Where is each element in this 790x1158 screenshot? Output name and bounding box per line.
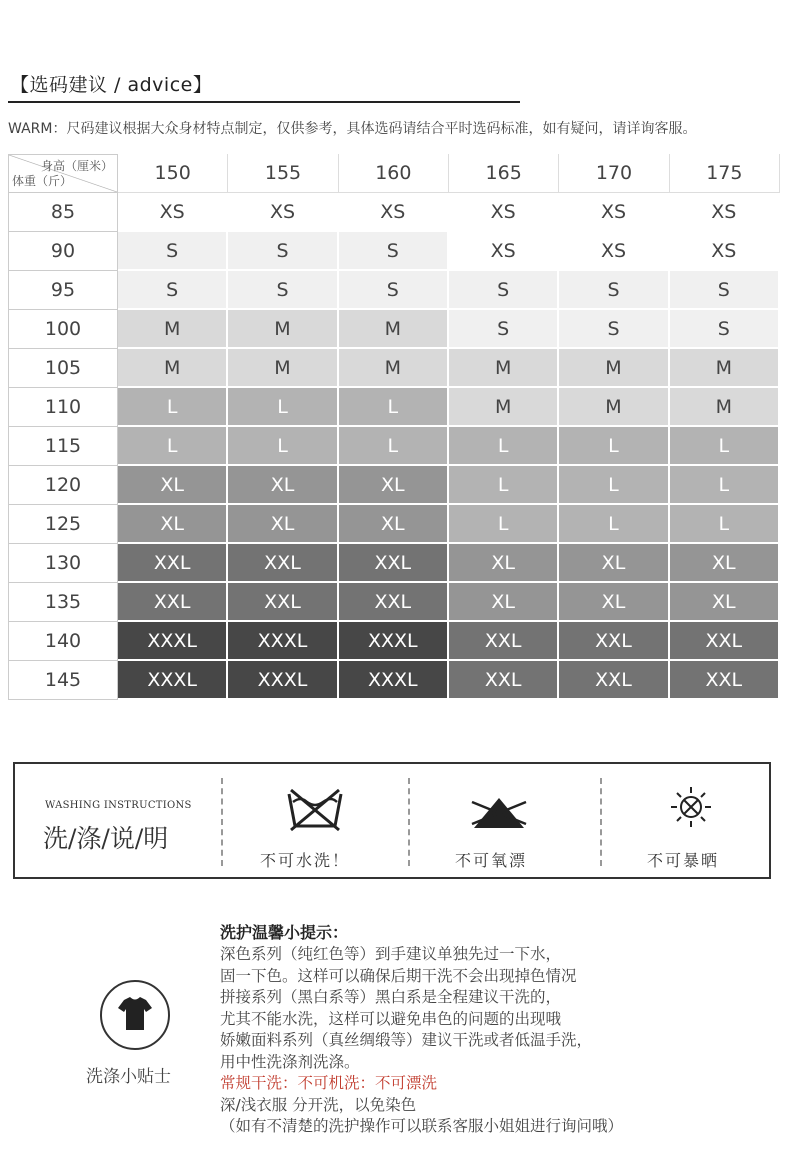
size-cell: XS [339, 193, 449, 232]
size-cell: XXL [559, 622, 669, 661]
size-cell: XL [228, 505, 338, 544]
care-tip-line: 娇嫩面料系列（真丝绸缎等）建议干洗或者低温手洗， [220, 1031, 593, 1049]
size-cell: M [449, 388, 559, 427]
weight-cell: 145 [8, 661, 118, 700]
size-table-row [8, 310, 780, 349]
size-cell: XL [339, 505, 449, 544]
size-table-row [8, 583, 780, 622]
size-chart-table [8, 154, 780, 700]
care-tips [220, 922, 780, 1138]
size-cell: M [118, 310, 228, 349]
no-water-wash-label: 不可水洗！ [260, 851, 351, 870]
size-cell: XXXL [118, 622, 228, 661]
size-cell: M [118, 349, 228, 388]
tips-label: 洗涤小贴士 [86, 1067, 171, 1087]
size-table-header-row [8, 154, 780, 193]
dashed-divider [221, 778, 223, 866]
size-cell: S [670, 310, 780, 349]
size-cell: M [670, 388, 780, 427]
size-cell: L [670, 505, 780, 544]
size-table-row [8, 271, 780, 310]
height-header: 165 [449, 154, 559, 193]
size-cell: L [339, 388, 449, 427]
size-cell: L [559, 505, 669, 544]
care-tips-title: 洗护温馨小提示： [220, 923, 349, 942]
size-table-row [8, 232, 780, 271]
size-cell: XXL [228, 544, 338, 583]
size-cell: XL [339, 466, 449, 505]
weight-cell: 100 [8, 310, 118, 349]
no-bleach-label: 不可氧漂 [455, 851, 528, 870]
care-tip-line: 用中性洗涤剂洗涤。 [220, 1052, 360, 1071]
size-cell: XS [670, 193, 780, 232]
size-cell: L [339, 427, 449, 466]
size-table-row [8, 193, 780, 232]
no-sun-drying-icon [668, 784, 714, 830]
size-cell: S [339, 271, 449, 310]
size-table-row [8, 622, 780, 661]
size-cell: S [339, 232, 449, 271]
size-cell: XXL [118, 544, 228, 583]
size-cell: M [339, 349, 449, 388]
size-table-row [8, 388, 780, 427]
size-cell: XXXL [228, 661, 338, 700]
title-divider [8, 101, 520, 103]
corner-cell [8, 154, 118, 193]
size-cell: M [228, 349, 338, 388]
size-cell: S [670, 271, 780, 310]
weight-cell: 95 [8, 271, 118, 310]
warm-note: WARM：尺码建议根据大众身材特点制定，仅供参考，具体选码请结合平时选码标准，如有疑问，请详询客服。 [8, 121, 697, 137]
size-cell: XL [228, 466, 338, 505]
size-cell: L [449, 505, 559, 544]
washing-instructions-panel [13, 762, 771, 879]
tshirt-icon [102, 982, 168, 1048]
page-title: 【选码建议 / advice】 [10, 74, 213, 96]
size-table-row [8, 544, 780, 583]
size-cell: XL [559, 583, 669, 622]
size-cell: S [449, 271, 559, 310]
size-cell: L [449, 466, 559, 505]
weight-axis-label: 体重（斤） [12, 174, 73, 188]
height-header: 150 [118, 154, 228, 193]
size-cell: S [228, 232, 338, 271]
size-table-row [8, 349, 780, 388]
dashed-divider [408, 778, 410, 866]
size-cell: XXL [449, 622, 559, 661]
no-water-wash-icon [285, 786, 345, 834]
size-cell: L [118, 427, 228, 466]
size-cell: XXL [449, 661, 559, 700]
size-cell: S [559, 271, 669, 310]
care-tip-line: （如有不清楚的洗护操作可以联系客服小姐姐进行询问哦） [220, 1117, 624, 1135]
size-table-row [8, 466, 780, 505]
weight-cell: 130 [8, 544, 118, 583]
tips-icon-circle [100, 980, 170, 1050]
size-cell: S [559, 310, 669, 349]
no-bleach-icon [470, 794, 528, 832]
weight-cell: 140 [8, 622, 118, 661]
care-tip-line: 拼接系列（黑白系等）黑白系是全程建议干洗的， [220, 988, 562, 1006]
size-cell: XS [118, 193, 228, 232]
size-cell: L [228, 388, 338, 427]
size-cell: M [559, 349, 669, 388]
size-cell: L [118, 388, 228, 427]
size-cell: XXL [228, 583, 338, 622]
height-header: 160 [339, 154, 449, 193]
size-cell: L [228, 427, 338, 466]
size-cell: M [670, 349, 780, 388]
size-cell: S [228, 271, 338, 310]
size-cell: XXL [339, 544, 449, 583]
size-cell: XS [449, 232, 559, 271]
size-cell: XL [559, 544, 669, 583]
washing-title-en: WASHING INSTRUCTIONS [45, 800, 192, 811]
dashed-divider [600, 778, 602, 866]
height-header: 170 [559, 154, 669, 193]
height-header: 155 [228, 154, 338, 193]
size-cell: XL [670, 583, 780, 622]
weight-cell: 90 [8, 232, 118, 271]
size-cell: XS [670, 232, 780, 271]
size-cell: XXXL [228, 622, 338, 661]
care-tip-line: 深/浅衣服 分开洗，以免染色 [220, 1095, 417, 1114]
no-sun-drying-label: 不可暴晒 [647, 851, 720, 870]
size-cell: XXXL [339, 661, 449, 700]
size-cell: M [559, 388, 669, 427]
care-tip-line: 固一下色。这样可以确保后期干洗不会出现掉色情况 [220, 966, 577, 985]
size-cell: XL [118, 505, 228, 544]
weight-cell: 110 [8, 388, 118, 427]
weight-cell: 105 [8, 349, 118, 388]
size-cell: XXL [339, 583, 449, 622]
size-cell: XS [559, 232, 669, 271]
size-table-row [8, 427, 780, 466]
size-cell: M [339, 310, 449, 349]
size-cell: XXXL [118, 661, 228, 700]
height-axis-label: 身高（厘米） [40, 159, 113, 173]
weight-cell: 85 [8, 193, 118, 232]
size-cell: XL [670, 544, 780, 583]
size-cell: XS [228, 193, 338, 232]
size-cell: L [559, 427, 669, 466]
size-cell: XXL [670, 661, 780, 700]
size-cell: L [670, 466, 780, 505]
size-cell: XS [559, 193, 669, 232]
size-cell: XL [449, 583, 559, 622]
weight-cell: 135 [8, 583, 118, 622]
size-cell: L [670, 427, 780, 466]
size-cell: M [228, 310, 338, 349]
care-tip-line: 深色系列（纯红色等）到手建议单独先过一下水， [220, 945, 562, 963]
size-cell: XXL [559, 661, 669, 700]
care-tip-warning: 常规干洗：不可机洗：不可漂洗 [220, 1074, 438, 1092]
washing-title-cn: 洗/涤/说/明 [43, 824, 169, 853]
size-table-row [8, 505, 780, 544]
size-cell: L [449, 427, 559, 466]
size-cell: XXXL [339, 622, 449, 661]
weight-cell: 120 [8, 466, 118, 505]
weight-cell: 115 [8, 427, 118, 466]
size-cell: XS [449, 193, 559, 232]
size-cell: L [559, 466, 669, 505]
size-cell: S [118, 232, 228, 271]
size-cell: XL [118, 466, 228, 505]
size-table-row [8, 661, 780, 700]
weight-cell: 125 [8, 505, 118, 544]
size-cell: M [449, 349, 559, 388]
size-cell: XXL [670, 622, 780, 661]
size-cell: XL [449, 544, 559, 583]
size-cell: S [118, 271, 228, 310]
size-cell: S [449, 310, 559, 349]
height-header: 175 [670, 154, 780, 193]
size-cell: XXL [118, 583, 228, 622]
care-tip-line: 尤其不能水洗，这样可以避免串色的问题的出现哦 [220, 1009, 562, 1028]
